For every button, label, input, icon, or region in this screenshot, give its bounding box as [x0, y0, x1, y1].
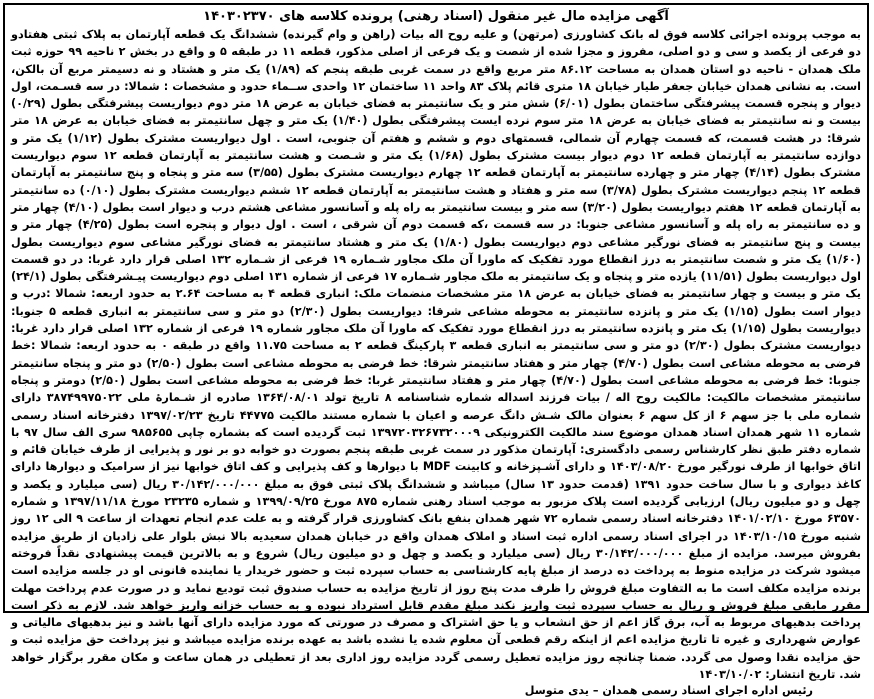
- auction-notice: [3, 3, 869, 698]
- notice-title: آگهی مزایده مال غیر منقول (اسناد رهنی) پرونده کلاسه های ۱۴۰۳۰۲۳۷۰: [203, 9, 669, 24]
- notice-body: به موجب پرونده اجرائی کلاسه فوق له بانک کشاورزی (مرتهن) و علیه روح اله بیات (راهن و وام گیرنده) ششدانگ یک قطعه آپارتمان به پلاک ثبتی هفتادو دو فرعی از یکصد و سی و دو اصلی، مفروز و مجزا شده از شصت و یک فرعی از اصلی مذکور، قطعه ۱۱ در طبقه ۵ و واقع در بخش ۲ ناحیه ۹۹ حوزه ثبت ملک همدان - ناحیه دو استان همدان به مساحت ۸۶.۱۲ متر مربع واقع در سمت غربی طبقه پنجم که (۱/۸۹) یک متر و هشتاد و نه دسیمتر مربع آن بالکن، است. به نشانی همدان خیابان جعفر طیار خیابان ۱۸ متری قائم پلاک ۸۳ واحد ۱۱ ساختمان ۱۲ واحدی ســماء حدود و مشخصات : شمالا: در سه قسـمت، اول دیوار و پنجره قسمت پیشرفتگی ساختمان بطول (۶/۰۱) شش متر و یک سانتیمتر به فضای خیابان به عرض ۱۸ متر دوم دیواریست پیشرفتگی بطول (۰/۲۹) بیست و نه سانتیمتر به فضای خیابان به عرض ۱۸ متر سوم نرده ایست پیشرفتگی بطول (۱/۴۰) یک متر و چهل سانتیمتر به فضای خیابان به عرض ۱۸ متر شرقا: در هشت قسمت، که قسمت چهارم آن شمالی، قسمتهای دوم و ششم و هفتم آن جنوبی، است . اول دیواریست مشترک بطول (۱/۱۲) یک متر و دوازده سانتیمتر به آپارتمان قطعه ۱۲ دوم دیوار بیست مشترک بطول (۱/۶۸) یک متر و شـصت و هشت سانتیمتر به آپارتمان قطعه ۱۲ سوم دیواریست مشترک بطول (۴/۱۴) چهار متر و چهارده سانتیمتر به آپارتمان قطعه ۱۲ چهارم دیواریست مشترک بطول (۳/۵۵) سه متر و پنجاه و پنج سانتیمتر به آپارتمان قطعه ۱۲ پنجم دیواریست مشترک بطول (۳/۷۸) سه متر و هفتاد و هشت سانتیمتر به آپارتمان قطعه ۱۲ ششم دیواریست مشترک بطول (۰/۱۰) ده سانتیمتر به آپارتمان قطعه ۱۲ هفتم دیواریست بطول (۳/۲۰) سه متر و بیست سانتیمتر به راه پله و آسانسور مشاعی هشتم درب و دیوار است بطول (۴/۱۰) چهار متر و ده سانتیمتر به راه پله و آسانسور مشاعی جنوبا: در سه قسمت ،که قسمت دوم آن شرقی ، است . اول دیوار و پنجره است بطول (۴/۲۵) چهار متر و بیست و پنج سانتیمتر به فضای نورگیر مشاعی دوم دیواریست بطول (۱/۸۰) یک متر و هشتاد سانتیمتر به فضای نورگیر مشاعی سوم دیواریست بطول (۱/۶۰) یک متر و شصت سانتیمتر به درز انقطاع مورد تفکیک که ماورا آن ملک مجاور شـماره ۱۹ فرعی از شـماره ۱۳۲ اصلی قرار دارد غربا: در دو قسمت اول دیواریست بطول (۱۱/۵۱) یازده متر و پنجاه و یک سانتیمتر به ملک مجاور شـماره ۱۷ فرعی از شماره ۱۳۱ اصلی دوم دیواریست پیـشرفتگی بطول (۲۴/۱) یک متر و بیست و چهار سانتیمتر به فضای خیابان به عرض ۱۸ متر مشخصات منضمات ملک: انباری قطعه ۴ به مساحت ۲.۶۴ به حدود اربعه: شمالا :درب و دیوار است بطول (۱/۱۵) یک متر و پانزده سانتیمتر به محوطه مشاعی شرقا: دیواریست بطول (۲/۳۰) دو متر و سی سانتیمتر به انباری قطعه ۵ جنوبا: دیواریست بطول (۱/۱۵) یک متر و پانزده سانتیمتر به درز انقطاع مورد تفکیک که ماورا آن ملک مجاور شماره ۱۹ فرعی از شماره ۱۳۲ اصلی قرار دارد غربا: دیواریست مشترک بطول (۲/۳۰) دو متر و سی سانتیمتر به انباری قطعه ۳ پارکینگ قطعه ۲ به مساحت ۱۱.۷۵ واقع در طبقه ۰ به حدود اربعه: شمالا :خط فرضی به محوطه مشاعی است بطول (۴/۷۰) چهار متر و هفتاد سانتیمتر شرقا: خط فرضی به محوطه مشاعی است بطول (۲/۵۰) دو متر و پنجاه سانتیمتر جنوبا: خط فرضی به محوطه مشاعی است بطول (۴/۷۰) چهار متر و هفتاد سانتیمتر غربا: خط فرضی به محوطه مشاعی است بطول (۲/۵۰) دومتر و پنجاه سانتیمتر مشخصات مالکیت: مالکیت روح اله / بیات فرزند اسداله شماره شناسنامه ۸ تاریخ تولد ۱۳۶۴/۰۸/۰۱ صادره از شـمارۀ ملی ۳۸۷۴۹۹۷۵۰۲۲ دارای شماره ملی با جز سهم ۶ از کل سهم ۶ بعنوان مالک شـش دانگ عرصه و اعیان با شماره مستند مالکیت ۴۴۷۷۵ تاریخ ۱۳۹۷/۰۲/۲۳ دفترخانه اسناد رسمی شماره ۱۱ شهر همدان اسناد همدان موضوع سند مالکیت الکترونیکی ۱۳۹۷۲۰۳۲۶۷۳۲۰۰۰۹ ثبت گردیده است که بشماره چاپی ۹۸۵۶۵۵ سری الف سال ۹۷ با شماره دفتر طبق نظر کارشناس رسمی دادگستری: آپارتمان مذکور در سمت غربی طبقه پنجم بصورت دو خوابه دو بر نور و پذیرایی از طرف خیابان قائم و اتاق خوابها از طرف نورگیر مورخ ۱۴۰۳/۰۸/۲۰ و دارای آشـپزخانه و کابینت MDF با دیوارها و کف پذیرایی و کف اتاق خوابها نیز از سرامیک و دیوارها دارای کاغذ دیواری و با سال ساخت حدود ۱۳۹۱ (قدمت حدود ۱۳ سال) میباشد و ششدانگ پلاک ثبتی فوق به مبلغ ۳۰/۱۴۲/۰۰۰/۰۰۰ ریال (سی میلیارد و یکصد و چهل و دو میلیون ریال) ارزیابی گردیده است پلاک مزبور به موجب اسناد رهنی شماره ۸۷۵ مورخ ۱۳۹۹/۰۹/۲۵ و شماره ۲۳۲۳۵ مورخ ۱۳۹۷/۱۱/۱۸ و شماره ۶۳۵۷۰ مورخ ۱۴۰۱/۰۲/۱۰ دفترخانه اسناد رسمی شماره ۷۲ شهر همدان بنفع بانک کشاورزی قرار گرفته و به علت عدم انجام تعهدات از ساعت ۹ الی ۱۲ روز شنبه مورخ ۱۴۰۳/۱۰/۱۵ در اجرای اسناد رسمی اداره ثبت اسناد و املاک همدان واقع در خیابان همدان سعیدیه بالا نبش بلوار علی زادیان از طریق مزایده بفروش میرسد. مزایده از مبلغ ۳۰/۱۴۲/۰۰۰/۰۰۰ ریال (سی میلیارد و یکصد و چهل و دو میلیون ریال) شروع و به بالاترین قیمت پیشنهادی نقداً فروخته میشود شرکت در مزایده منوط به پرداخت ده درصد از مبلغ پایه کارشناسی به حساب سپرده ثبت و حضور خریدار یا نماینده قانونی او در جلسه مزایده است برنده مزایده مکلف است ما به التفاوت مبلغ فروش را ظرف مدت پنج روز از تاریخ مزایده به حساب صندوق ثبت تودیع نماید و در صورت عدم پرداخت مهلت مقرر مابقی مبلغ فروش و ریال به حساب سپرده ثبت واریز نکند مبلغ مقدم قابل استرداد نبوده و به حساب خزانه واریز خواهد شد. لازم به ذکر است پرداخت بدهیهای مربوط به آب، برق گاز اعم از حق انشعاب و یا حق اشتراک و مصرف در صورتی که مورد مزایده دارای آنها باشد و نیز بدهیهای مالیاتی و عوارض شهرداری و غیره تا تاریخ مزایده اعم از اینکه رقم قطعی آن معلوم شده یا نشده باشد به عهده برنده مزایده میباشد و نیز پرداخت حق مزایده ثبت و حق مزایده نقدا وصول می گردد. ضمنا چنانچه روز مزایده تعطیل رسمی گردد مزایده روز اداری بعد از تعطیلی در همان ساعت و مکان مقرر برگزار خواهد شد. تاریخ انتشار: ۱۴۰۳/۱۰/۰۲: [11, 28, 862, 681]
- notice-signature: رئیس اداره اجرای اسناد رسمی همدان – یدی متوسل: [524, 684, 813, 698]
